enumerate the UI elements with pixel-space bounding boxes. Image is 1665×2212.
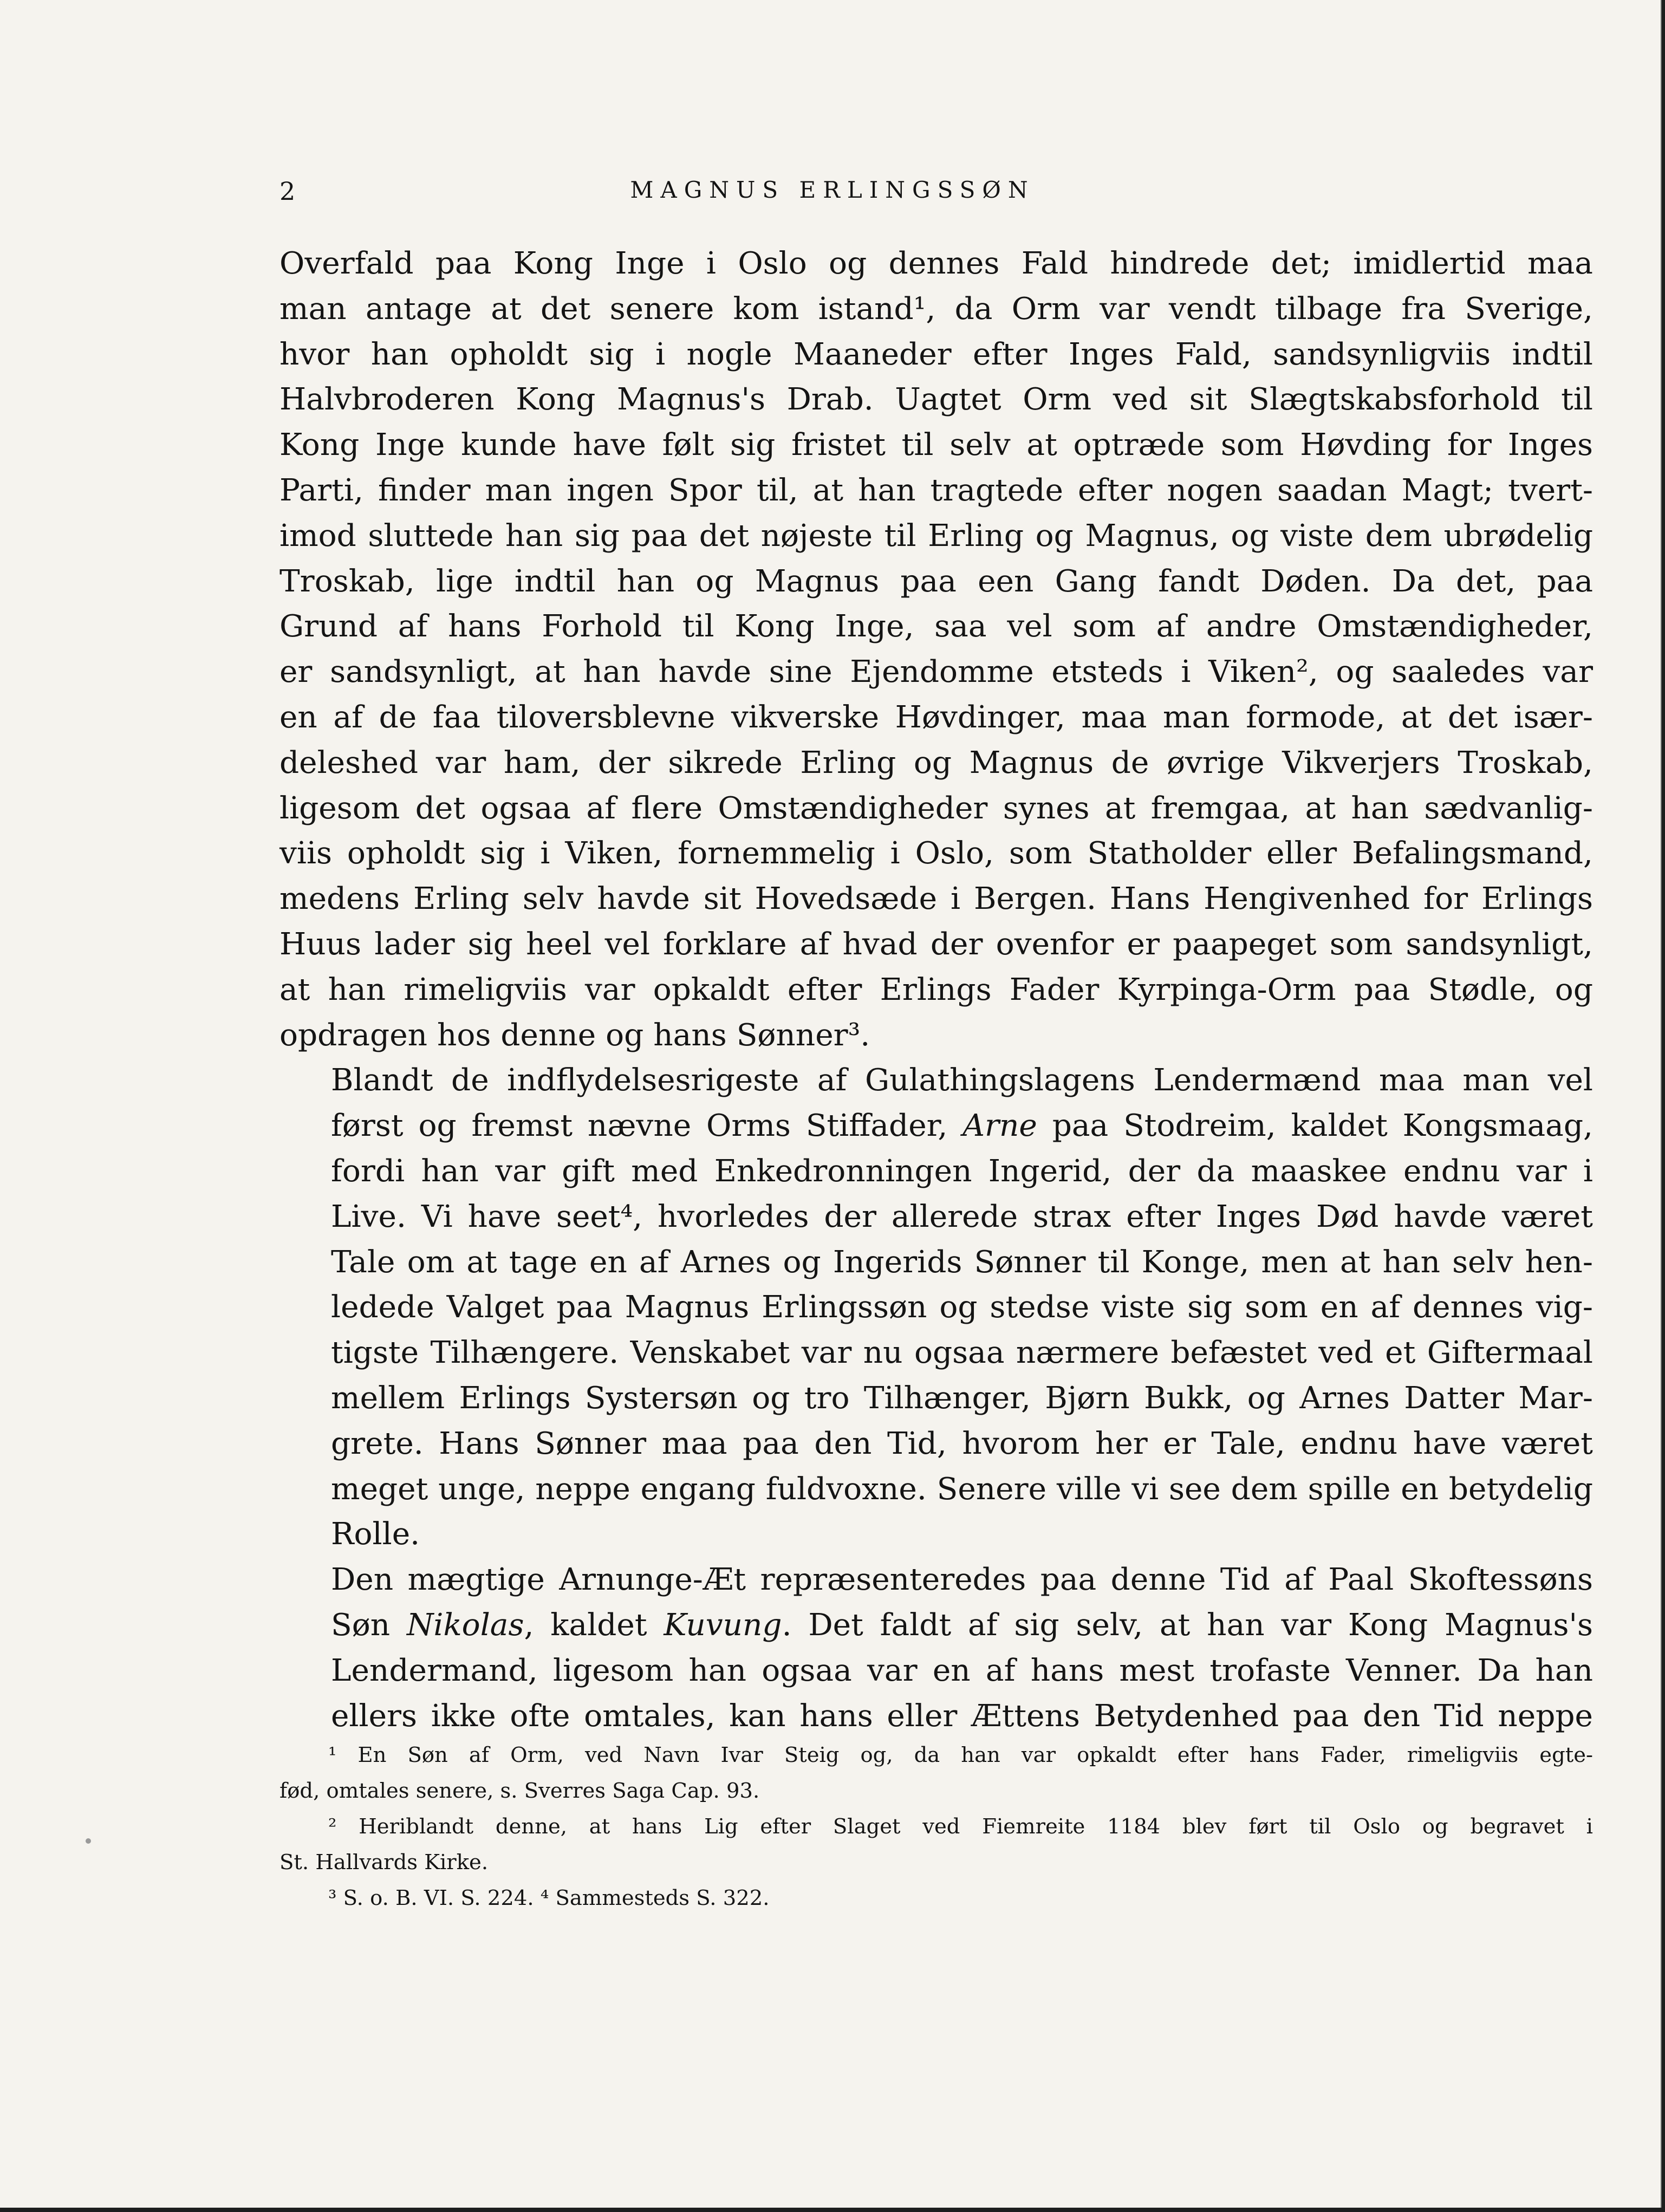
footnote	[279, 1809, 1593, 1881]
text-line: hvor han opholdt sig i nogle Maaneder efter Inges Fald, sandsynligviis indtil	[279, 336, 1593, 372]
italic-name: Arne	[962, 1108, 1037, 1144]
italic-name: Nikolas	[406, 1607, 524, 1643]
footnote-line: ² Heriblandt denne, at hans Lig efter Slaget ved Fiemreite 1184 blev ført til Oslo og begravet i	[328, 1814, 1593, 1839]
text-line: Troskab, lige indtil han og Magnus paa een Gang fandt Døden. Da det, paa	[279, 563, 1593, 599]
body-text	[279, 241, 1593, 1739]
text-line: ledede Valget paa Magnus Erlingssøn og stedse viste sig som en af dennes vig-	[331, 1290, 1593, 1325]
text-line: Overfald paa Kong Inge i Oslo og dennes Fald hindrede det; imidlertid maa	[279, 246, 1593, 281]
text-line: medens Erling selv havde sit Hovedsæde i Bergen. Hans Hengivenhed for Erlings	[279, 881, 1593, 917]
footnote-line: St. Hallvards Kirke.	[279, 1850, 489, 1875]
text-line: er sandsynligt, at han havde sine Ejendomme etsteds i Viken², og saaledes var	[279, 654, 1593, 690]
text-line: en af de faa tiloversblevne vikverske Høvdinger, maa man formode, at det især-	[279, 699, 1593, 735]
text-line: meget unge, neppe engang fuldvoxne. Senere ville vi see dem spille en betydelig	[331, 1471, 1593, 1507]
text-line: Den mægtige Arnunge-Æt repræsenteredes paa denne Tid af Paal Skoftessøns	[331, 1562, 1593, 1598]
footnote	[279, 1738, 1593, 1809]
text-line: fordi han var gift med Enkedronningen Ingerid, der da maaskee endnu var i	[331, 1153, 1593, 1189]
text-line: Live. Vi have seet⁴, hvorledes der allerede strax efter Inges Død havde været	[331, 1199, 1593, 1234]
footnote-line: fød, omtales senere, s. Sverres Saga Cap. 93.	[279, 1779, 760, 1803]
text-line: Huus lader sig heel vel forklare af hvad der ovenfor er paapeget som sandsynligt,	[279, 926, 1593, 962]
paragraph	[279, 1058, 1593, 1557]
text-line: tigste Tilhængere. Venskabet var nu ogsaa nærmere befæstet ved et Giftermaal	[331, 1335, 1593, 1371]
text-line: Kong Inge kunde have følt sig fristet til selv at optræde som Høvding for Inges	[279, 427, 1593, 463]
text-line: viis opholdt sig i Viken, fornemmelig i Oslo, som Statholder eller Befalingsmand,	[279, 836, 1593, 871]
text-line: opdragen hos denne og hans Sønner³.	[279, 1017, 870, 1053]
text-line: Halvbroderen Kong Magnus's Drab. Uagtet Orm ved sit Slægtskabsforhold til	[279, 382, 1593, 418]
text-line: Rolle.	[331, 1517, 420, 1552]
paper-speck	[86, 1838, 91, 1844]
page-number: 2	[279, 177, 296, 206]
text-line: Søn Nikolas, kaldet Kuvung. Det faldt af sig selv, at han var Kong Magnus's	[331, 1607, 1593, 1643]
text-line: Parti, finder man ingen Spor til, at han tragtede efter nogen saadan Magt; tvert-	[279, 472, 1593, 508]
text-line: ellers ikke ofte omtales, kan hans eller Ættens Betydenhed paa den Tid neppe	[331, 1698, 1593, 1734]
text-line: ligesom det ogsaa af flere Omstændigheder synes at fremgaa, at han sædvanlig-	[279, 790, 1593, 826]
text-line: Lendermand, ligesom han ogsaa var en af hans mest trofaste Venner. Da han	[331, 1653, 1593, 1688]
footnote	[279, 1881, 1593, 1916]
running-head: MAGNUS ERLINGSSØN	[630, 177, 1035, 203]
italic-name: Kuvung	[664, 1607, 782, 1643]
footnote-line: ¹ En Søn af Orm, ved Navn Ivar Steig og, da han var opkaldt efter hans Fader, rimeligviis egte-	[328, 1743, 1593, 1767]
text-line: Tale om at tage en af Arnes og Ingerids Sønner til Konge, men at han selv hen-	[331, 1244, 1593, 1280]
text-line: deleshed var ham, der sikrede Erling og Magnus de øvrige Vikverjers Troskab,	[279, 745, 1593, 780]
text-line: Blandt de indflydelsesrigeste af Gulathingslagens Lendermænd maa man vel	[331, 1063, 1593, 1098]
text-line: mellem Erlings Systersøn og tro Tilhænger, Bjørn Bukk, og Arnes Datter Mar-	[331, 1380, 1593, 1416]
paragraph	[279, 1557, 1593, 1739]
text-line: grete. Hans Sønner maa paa den Tid, hvorom her er Tale, endnu have været	[331, 1426, 1593, 1461]
text-line: først og fremst nævne Orms Stiffader, Arne paa Stodreim, kaldet Kongsmaag,	[331, 1108, 1593, 1144]
footnote-line: ³ S. o. B. VI. S. 224. ⁴ Sammesteds S. 322.	[328, 1886, 770, 1910]
footnotes	[279, 1738, 1593, 1916]
text-line: man antage at det senere kom istand¹, da Orm var vendt tilbage fra Sverige,	[279, 291, 1593, 327]
text-line: imod sluttede han sig paa det nøjeste til Erling og Magnus, og viste dem ubrødelig	[279, 518, 1593, 554]
text-line: at han rimeligviis var opkaldt efter Erlings Fader Kyrpinga-Orm paa Stødle, og	[279, 972, 1593, 1007]
paragraph	[279, 241, 1593, 1058]
text-line: Grund af hans Forhold til Kong Inge, saa vel som af andre Omstændigheder,	[279, 609, 1593, 645]
